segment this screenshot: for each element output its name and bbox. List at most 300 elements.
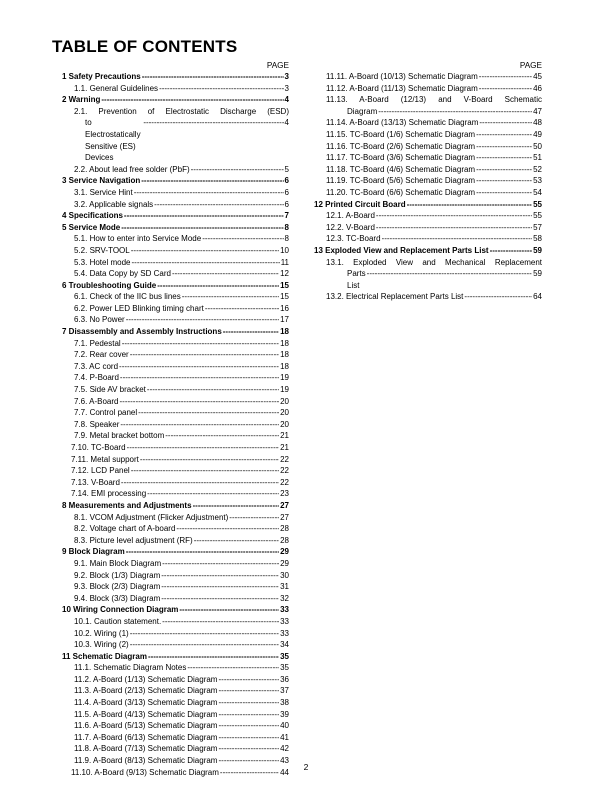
toc-entry[interactable] — [58, 233, 289, 245]
toc-entry-label: 11.18. TC-Board (4/6) Schematic Diagram — [326, 164, 476, 174]
leader-dots — [121, 477, 279, 489]
leader-dots — [154, 199, 283, 211]
toc-entry-page: 19 — [280, 373, 289, 383]
toc-entry-page: 8 — [284, 222, 289, 232]
toc-entry-page: 7 — [284, 211, 289, 221]
toc-entry-label: 6.3. No Power — [74, 315, 125, 325]
toc-entry-page: 49 — [533, 129, 542, 139]
toc-entry[interactable] — [310, 94, 542, 117]
toc-entry-label: 11.15. TC-Board (1/6) Schematic Diagram — [326, 129, 476, 139]
leader-dots — [218, 685, 279, 697]
toc-entry-label: 11.8. A-Board (7/13) Schematic Diagram — [74, 744, 218, 754]
toc-entry[interactable] — [58, 720, 289, 732]
leader-dots — [161, 593, 279, 605]
toc-entry-label: 9.2. Block (1/3) Diagram — [74, 570, 161, 580]
toc-entry-page: 16 — [280, 303, 289, 313]
toc-entry[interactable] — [58, 419, 289, 431]
toc-entry-page: 35 — [280, 651, 289, 661]
toc-entry[interactable] — [58, 488, 289, 500]
toc-entry-page: 15 — [280, 280, 289, 290]
toc-entry-page: 20 — [280, 419, 289, 429]
toc-entry-continuation — [58, 117, 289, 163]
toc-entry[interactable] — [58, 535, 289, 547]
toc-entry-page: 35 — [280, 663, 289, 673]
toc-entry-page: 58 — [533, 234, 542, 244]
toc-entry-page: 18 — [280, 338, 289, 348]
toc-entry-page: 6 — [284, 199, 289, 209]
toc-entry-page: 54 — [533, 187, 542, 197]
toc-entry[interactable] — [310, 233, 542, 245]
leader-dots — [218, 743, 279, 755]
leader-dots — [162, 558, 279, 570]
toc-entry-label: 3 Service Navigation — [62, 176, 141, 186]
leader-dots — [120, 419, 279, 431]
toc-entry-page: 6 — [284, 187, 289, 197]
toc-entry-page: 3 — [284, 83, 289, 93]
toc-entry-label: 12.1. A-Board — [326, 211, 375, 221]
toc-entry-page: 40 — [280, 721, 289, 731]
toc-entry-page: 10 — [280, 245, 289, 255]
toc-entry-page: 50 — [533, 141, 542, 151]
toc-entry-page: 19 — [280, 385, 289, 395]
toc-entry-page: 39 — [280, 709, 289, 719]
toc-entry[interactable] — [58, 338, 289, 350]
toc-section-entry[interactable] — [58, 210, 289, 222]
toc-entry-label: 11 Schematic Diagram — [62, 651, 147, 661]
toc-entry-page: 33 — [280, 605, 289, 615]
toc-entry-label: 5.1. How to enter into Service Mode — [74, 234, 202, 244]
leader-dots — [165, 430, 279, 442]
toc-entry-label: 11.9. A-Board (8/13) Schematic Diagram — [74, 756, 218, 766]
toc-entry[interactable] — [58, 593, 289, 605]
toc-entry-label: 10.2. Wiring (1) — [74, 628, 129, 638]
leader-dots — [376, 222, 532, 234]
toc-entry-page: 48 — [533, 118, 542, 128]
leader-dots — [159, 83, 283, 95]
toc-entry-label: 8.1. VCOM Adjustment (Flicker Adjustment) — [74, 512, 229, 522]
leader-dots — [205, 303, 279, 315]
toc-entry-label: 11.19. TC-Board (5/6) Schematic Diagram — [326, 176, 476, 186]
toc-entry[interactable] — [310, 129, 542, 141]
leader-dots — [376, 210, 532, 222]
toc-section-entry[interactable] — [58, 280, 289, 292]
leader-dots — [476, 129, 532, 141]
toc-entry-label: 7 Disassembly and Assembly Instructions — [62, 327, 222, 337]
toc-entry-page: 18 — [280, 361, 289, 371]
toc-entry-label: 7.4. P-Board — [74, 373, 119, 383]
leader-dots — [122, 338, 279, 350]
toc-entry-label: 9.4. Block (3/3) Diagram — [74, 593, 161, 603]
leader-dots — [191, 164, 284, 176]
leader-dots — [101, 94, 283, 106]
toc-entry[interactable] — [58, 349, 289, 361]
toc-entry-label: 7.14. EMI processing — [71, 489, 147, 499]
leader-dots — [193, 500, 280, 512]
toc-section-entry[interactable] — [58, 546, 289, 558]
toc-entry[interactable] — [310, 164, 542, 176]
toc-section-entry[interactable] — [58, 94, 289, 106]
toc-entry[interactable] — [58, 361, 289, 373]
leader-dots — [131, 465, 279, 477]
toc-entry[interactable] — [58, 187, 289, 199]
toc-entry-page: 23 — [280, 489, 289, 499]
toc-entry-page: 51 — [533, 153, 542, 163]
toc-entry-label: 7.6. A-Board — [74, 396, 119, 406]
leader-dots — [367, 268, 532, 291]
toc-entry-label: 11.14. A-Board (13/13) Schematic Diagram — [326, 118, 479, 128]
toc-entry-label: 7.7. Control panel — [74, 408, 138, 418]
leader-dots — [479, 117, 532, 129]
toc-entry-page: 15 — [280, 292, 289, 302]
leader-dots — [142, 71, 284, 83]
toc-entry-page: 33 — [280, 628, 289, 638]
toc-entry-page: 53 — [533, 176, 542, 186]
toc-entry-page: 44 — [280, 767, 289, 777]
toc-entry-label: 11.10. A-Board (9/13) Schematic Diagram — [71, 767, 219, 777]
toc-entry[interactable] — [310, 257, 542, 292]
toc-entry-label-cont: Diagram — [347, 106, 378, 116]
leader-dots — [172, 268, 279, 280]
toc-entry-page: 55 — [533, 211, 542, 221]
toc-entry-page: 21 — [280, 443, 289, 452]
toc-entry[interactable] — [58, 674, 289, 686]
toc-entry[interactable] — [58, 384, 289, 396]
toc-entry-page: 5 — [284, 164, 289, 174]
toc-entry-label: 3.1. Service Hint — [74, 187, 133, 197]
toc-entry-label: 7.10. TC-Board — [71, 443, 126, 452]
toc-entry[interactable] — [58, 268, 289, 280]
toc-entry[interactable] — [58, 662, 289, 674]
toc-entry[interactable] — [58, 628, 289, 640]
toc-entry-label: 10 Wiring Connection Diagram — [62, 605, 179, 615]
toc-entry-label: 7.3. AC cord — [74, 361, 119, 371]
toc-entry-label: 12.3. TC-Board — [326, 234, 381, 244]
toc-entry-label: 13.1. Exploded View and Mechanical Replacement — [326, 257, 542, 267]
leader-dots — [143, 117, 283, 163]
toc-entry-continuation — [310, 268, 542, 291]
toc-entry[interactable] — [58, 314, 289, 326]
toc-entry[interactable] — [58, 523, 289, 535]
toc-entry-label: 9.3. Block (2/3) Diagram — [74, 582, 161, 592]
leader-dots — [229, 512, 279, 524]
toc-section-entry[interactable] — [310, 245, 542, 257]
leader-dots — [202, 233, 283, 245]
leader-dots — [476, 187, 532, 199]
leader-dots — [127, 442, 280, 454]
toc-section-entry[interactable] — [58, 326, 289, 338]
toc-entry[interactable] — [310, 83, 542, 95]
toc-entry-page: 64 — [533, 292, 542, 302]
leader-dots — [479, 83, 532, 95]
toc-entry[interactable] — [310, 152, 542, 164]
toc-entry[interactable] — [58, 477, 289, 489]
leader-dots — [130, 639, 279, 651]
toc-entry[interactable] — [58, 639, 289, 651]
toc-entry-label: 9 Block Diagram — [62, 547, 125, 557]
toc-entry-label: 10.1. Caution statement. — [74, 616, 162, 626]
toc-entry-page: 55 — [533, 199, 542, 209]
leader-dots — [131, 257, 279, 269]
leader-dots — [378, 106, 532, 118]
toc-entry[interactable] — [58, 407, 289, 419]
leader-dots — [476, 152, 532, 164]
leader-dots — [218, 720, 279, 732]
leader-dots — [121, 222, 283, 234]
toc-entry-label: 7.2. Rear cover — [74, 350, 129, 360]
toc-entry-label: 11.5. A-Board (4/13) Schematic Diagram — [74, 709, 218, 719]
toc-entry-page: 11 — [280, 257, 289, 267]
toc-entry-label: 11.7. A-Board (6/13) Schematic Diagram — [74, 732, 218, 742]
leader-dots — [218, 709, 279, 721]
toc-entry-page: 38 — [280, 698, 289, 708]
toc-entry[interactable] — [310, 71, 542, 83]
toc-entry-label: 11.20. TC-Board (6/6) Schematic Diagram — [326, 187, 476, 197]
toc-entry-label: 11.13. A-Board (12/13) and V-Board Schematic — [326, 95, 542, 105]
toc-entry[interactable] — [58, 396, 289, 408]
toc-entry-label: 9.1. Main Block Diagram — [74, 558, 162, 568]
toc-entry-page: 18 — [280, 350, 289, 360]
toc-entry-page: 45 — [533, 72, 542, 81]
toc-entry-page: 33 — [280, 616, 289, 626]
toc-entry-page: 18 — [280, 327, 289, 337]
toc-entry[interactable] — [58, 570, 289, 582]
toc-entry-page: 20 — [280, 396, 289, 406]
toc-entry[interactable] — [58, 245, 289, 257]
leader-dots — [476, 141, 532, 153]
toc-left-list — [58, 71, 289, 778]
toc-entry-page: 17 — [280, 315, 289, 325]
leader-dots — [187, 662, 279, 674]
toc-entry[interactable] — [58, 709, 289, 721]
toc-entry-page: 57 — [533, 222, 542, 232]
toc-entry[interactable] — [58, 199, 289, 211]
toc-entry-label: 2 Warning — [62, 95, 101, 105]
page-number: 2 — [303, 762, 309, 772]
toc-entry-label: 13 Exploded View and Replacement Parts List — [314, 245, 489, 255]
leader-dots — [130, 349, 279, 361]
toc-entry-page: 32 — [280, 593, 289, 603]
toc-entry[interactable] — [310, 291, 542, 303]
toc-entry-page: 22 — [280, 454, 289, 464]
toc-entry-page: 27 — [280, 500, 289, 510]
toc-entry[interactable] — [58, 732, 289, 744]
toc-entry-label: 7.9. Metal bracket bottom — [74, 431, 165, 441]
toc-entry[interactable] — [58, 697, 289, 709]
toc-entry-label: 13.2. Electrical Replacement Parts List — [326, 292, 464, 302]
toc-entry-page: 27 — [280, 512, 289, 522]
leader-dots — [218, 674, 279, 686]
toc-entry-page: 20 — [280, 408, 289, 418]
toc-entry-label: 4 Specifications — [62, 211, 123, 221]
leader-dots — [138, 407, 279, 419]
toc-entry-page: 37 — [280, 686, 289, 696]
toc-entry[interactable] — [310, 210, 542, 222]
toc-entry-label: 11.12. A-Board (11/13) Schematic Diagram — [326, 83, 478, 93]
toc-entry-page: 31 — [280, 582, 289, 592]
toc-entry-label: 6.1. Check of the IIC bus lines — [74, 292, 181, 302]
leader-dots — [140, 454, 279, 466]
toc-entry-label: 8.3. Picture level adjustment (RF) — [74, 535, 193, 545]
toc-entry-page: 41 — [280, 732, 289, 742]
toc-entry[interactable] — [58, 581, 289, 593]
leader-dots — [147, 488, 279, 500]
toc-entry-label: 6.2. Power LED Blinking timing chart — [74, 303, 204, 313]
toc-entry[interactable] — [58, 558, 289, 570]
toc-section-entry[interactable] — [58, 222, 289, 234]
toc-entry-label: 3.2. Applicable signals — [74, 199, 154, 209]
toc-entry-label: 11.4. A-Board (3/13) Schematic Diagram — [74, 698, 218, 708]
leader-dots — [119, 361, 279, 373]
leader-dots — [161, 570, 279, 582]
leader-dots — [119, 396, 279, 408]
toc-entry[interactable] — [58, 83, 289, 95]
toc-entry[interactable] — [58, 430, 289, 442]
toc-entry[interactable] — [310, 187, 542, 199]
leader-dots — [131, 245, 279, 257]
leader-dots — [147, 384, 279, 396]
toc-entry[interactable] — [58, 164, 289, 176]
leader-dots — [126, 546, 279, 558]
toc-entry[interactable] — [58, 372, 289, 384]
toc-entry-label: 6 Troubleshooting Guide — [62, 280, 157, 290]
leader-dots — [176, 523, 279, 535]
toc-entry-label: 11.11. A-Board (10/13) Schematic Diagram — [326, 72, 478, 81]
leader-dots — [382, 233, 533, 245]
toc-section-entry[interactable] — [58, 651, 289, 663]
toc-entry[interactable] — [58, 512, 289, 524]
page-column-label: PAGE — [266, 61, 289, 70]
leader-dots — [157, 280, 279, 292]
toc-section-entry[interactable] — [58, 175, 289, 187]
toc-entry[interactable] — [58, 465, 289, 477]
toc-entry-label: 8 Measurements and Adjustments — [62, 500, 192, 510]
page-title: TABLE OF CONTENTS — [52, 37, 238, 56]
toc-entry-label: 1 Safety Precautions — [62, 72, 141, 81]
toc-entry[interactable] — [310, 141, 542, 153]
toc-entry[interactable] — [310, 117, 542, 129]
toc-entry-page: 36 — [280, 674, 289, 684]
toc-entry-page: 8 — [284, 234, 289, 244]
toc-entry-page: 4 — [284, 95, 289, 105]
toc-section-entry[interactable] — [58, 71, 289, 83]
toc-section-entry[interactable] — [58, 604, 289, 616]
toc-entry[interactable] — [58, 616, 289, 628]
toc-entry-label: 7.11. Metal support — [71, 454, 139, 464]
toc-entry-label: 11.3. A-Board (2/13) Schematic Diagram — [74, 686, 218, 696]
leader-dots — [141, 175, 283, 187]
toc-entry-page: 22 — [280, 466, 289, 476]
leader-dots — [218, 732, 279, 744]
toc-entry-label-cont: to Electrostatically Sensitive (ES) Devices — [85, 118, 141, 163]
leader-dots — [479, 71, 532, 83]
toc-entry[interactable] — [58, 291, 289, 303]
leader-dots — [161, 581, 279, 593]
leader-dots — [218, 697, 279, 709]
toc-entry-label: 12 Printed Circuit Board — [314, 199, 406, 209]
leader-dots — [407, 199, 533, 211]
toc-entry-page: 43 — [280, 756, 289, 766]
toc-entry-page: 46 — [533, 83, 542, 93]
toc-entry[interactable] — [58, 303, 289, 315]
toc-entry-label: 7.12. LCD Panel — [71, 466, 130, 476]
toc-entry[interactable] — [58, 743, 289, 755]
toc-entry-continuation — [310, 106, 542, 118]
toc-entry-page: 59 — [533, 245, 542, 255]
toc-entry-page: 47 — [533, 106, 542, 116]
toc-entry-page: 6 — [284, 176, 289, 186]
leader-dots — [134, 187, 284, 199]
toc-entry-page: 59 — [533, 269, 542, 279]
toc-entry-label: 11.6. A-Board (5/13) Schematic Diagram — [74, 721, 218, 731]
toc-entry-page: 3 — [284, 72, 289, 81]
leader-dots — [179, 604, 279, 616]
toc-entry-label: 2.2. About lead free solder (PbF) — [74, 164, 190, 174]
toc-entry-page: 30 — [280, 570, 289, 580]
toc-entry-label: 11.2. A-Board (1/13) Schematic Diagram — [74, 674, 218, 684]
toc-entry-label: 12.2. V-Board — [326, 222, 375, 232]
toc-entry-page: 28 — [280, 524, 289, 534]
page-column-label: PAGE — [519, 61, 542, 70]
toc-entry-label: 7.1. Pedestal — [74, 338, 121, 348]
toc-entry-page: 12 — [280, 269, 289, 279]
leader-dots — [194, 535, 279, 547]
leader-dots — [148, 651, 279, 663]
toc-entry-page: 29 — [280, 547, 289, 557]
toc-right-column — [310, 60, 542, 303]
toc-entry-label: 10.3. Wiring (2) — [74, 640, 129, 650]
toc-entry-label: 7.13. V-Board — [71, 477, 120, 487]
toc-entry-page: 21 — [280, 431, 289, 441]
toc-entry-page: 52 — [533, 164, 542, 174]
leader-dots — [162, 616, 279, 628]
toc-entry-label: 5.4. Data Copy by SD Card — [74, 269, 171, 279]
toc-entry[interactable] — [310, 222, 542, 234]
toc-entry-page: 22 — [280, 477, 289, 487]
toc-entry-page: 4 — [284, 118, 289, 128]
leader-dots — [124, 210, 284, 222]
toc-entry[interactable] — [58, 257, 289, 269]
leader-dots — [182, 291, 279, 303]
toc-entry[interactable] — [310, 175, 542, 187]
toc-entry-page: 34 — [280, 640, 289, 650]
leader-dots — [476, 164, 532, 176]
toc-entry-label: 11.1. Schematic Diagram Notes — [74, 663, 187, 673]
toc-entry-label: 11.17. TC-Board (3/6) Schematic Diagram — [326, 153, 476, 163]
toc-entry-page: 42 — [280, 744, 289, 754]
leader-dots — [130, 628, 279, 640]
toc-section-entry[interactable] — [310, 199, 542, 211]
toc-section-entry[interactable] — [58, 500, 289, 512]
toc-entry-label: 1.1. General Guidelines — [74, 83, 159, 93]
toc-entry[interactable] — [58, 106, 289, 164]
toc-entry-label: 7.8. Speaker — [74, 419, 120, 429]
toc-entry[interactable] — [58, 442, 289, 454]
leader-dots — [464, 291, 532, 303]
toc-entry-label: 5.2. SRV-TOOL — [74, 245, 130, 255]
toc-right-list — [310, 71, 542, 303]
toc-entry-page: 29 — [280, 558, 289, 568]
toc-entry-label: 7.5. Side AV bracket — [74, 385, 146, 395]
toc-entry[interactable] — [58, 685, 289, 697]
toc-entry-label: 5 Service Mode — [62, 222, 121, 232]
toc-entry-label: 5.3. Hotel mode — [74, 257, 131, 267]
toc-entry-label: 2.1. Prevention of Electrostatic Discharge (ESD) — [74, 106, 289, 116]
toc-entry-label: 8.2. Voltage chart of A-board — [74, 524, 176, 534]
toc-entry-label-cont: Parts List — [347, 269, 366, 290]
leader-dots — [126, 314, 279, 326]
toc-entry[interactable] — [58, 454, 289, 466]
leader-dots — [476, 175, 532, 187]
